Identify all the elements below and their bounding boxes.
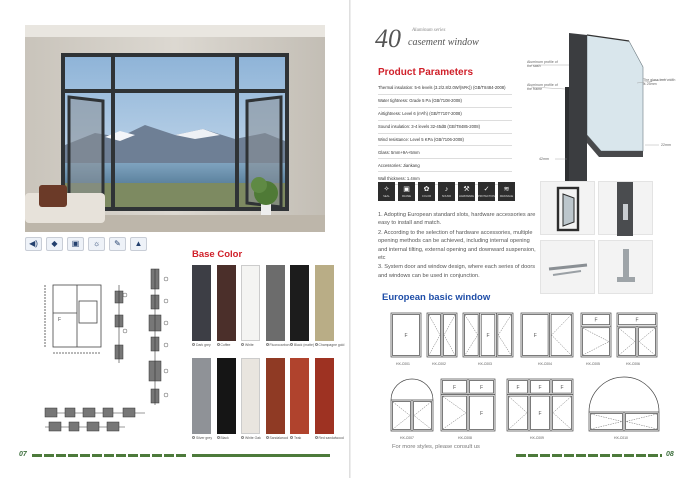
feature-item: 3. System door and window design, where each series of doors and windows can be used in conjunction.	[378, 264, 536, 279]
base-color-title: Base Color	[192, 249, 243, 260]
performance-frame-icon	[398, 182, 415, 201]
swatch-label: White Oak	[245, 436, 261, 440]
svg-text:F: F	[538, 410, 542, 417]
hardware-photo-handle	[598, 181, 653, 235]
swatch-check-icon	[290, 343, 293, 346]
swatch-label: Dark grey	[196, 343, 211, 347]
parameter-row: Water tightness: Grade 5 Pa (GB/7108-2008)	[378, 95, 512, 108]
svg-text:F: F	[58, 317, 62, 323]
series-number: 40	[375, 24, 401, 53]
feature-item: 2. According to the selection of hardware accessories, multiple opening methods can be achieved, including internal opening and internal tilting, external opening and downward suspension, etc	[378, 229, 536, 261]
more-styles-note: For more styles, please consult us	[392, 444, 480, 450]
icon-caption: HARDWARE	[458, 194, 475, 198]
swatch-check-icon	[266, 436, 269, 439]
feature-item: 1. Adopting European standard slots, hardware accessories are easy to install and match.	[378, 212, 536, 227]
hardware-photo-sash	[540, 181, 595, 235]
swatch-label: Coffee	[220, 343, 231, 347]
sash-profile-label: Aluminum profile of the sash	[527, 60, 558, 69]
swatch-check-icon	[241, 436, 244, 439]
icon-glyph: ▣	[403, 185, 410, 193]
product-parameters-title: Product Parameters	[378, 67, 474, 78]
footer-bar-right	[516, 454, 662, 457]
icon-caption: DRAINAGE	[499, 194, 514, 198]
parameter-row: Thermal insulation: 5-6 levels (3.2/2.8/2.0W/(M²K)) (GB/T8484-2008)	[378, 82, 512, 95]
color-swatch	[315, 265, 334, 341]
frame-profile-label: Aluminum profile of the frame	[527, 83, 558, 92]
svg-text:F: F	[560, 384, 564, 391]
window-style-code: HX-C010	[614, 436, 628, 440]
swatch-check-icon	[192, 436, 195, 439]
interior-window-photo	[25, 25, 325, 232]
performance-color-icon	[418, 182, 435, 201]
svg-text:F: F	[538, 384, 542, 391]
color-swatch	[217, 265, 236, 341]
sturdy-icon: ▣	[67, 237, 84, 251]
glass-lock-label: The glass lock width is 25mm	[643, 78, 676, 87]
color-swatch	[266, 265, 285, 341]
swatch-check-icon	[315, 343, 318, 346]
performance-protection-icon	[478, 182, 495, 201]
european-window-title: European basic window	[382, 292, 491, 303]
window-style-drawing	[390, 312, 422, 358]
window-style-drawing	[520, 312, 574, 358]
svg-text:F: F	[533, 333, 537, 339]
color-swatch	[192, 358, 211, 434]
thermal-icon: ☼	[88, 237, 105, 251]
swatch-check-icon	[192, 343, 195, 346]
swatch-label: White	[245, 343, 254, 347]
parameter-list	[378, 82, 512, 185]
book-spine	[349, 0, 351, 478]
svg-text:F: F	[404, 333, 408, 339]
window-style-drawing	[426, 312, 458, 358]
swatch-label: Champagne gold	[318, 343, 345, 347]
window-style-grid	[378, 310, 658, 440]
swatch-label: Black (matte)	[294, 343, 314, 347]
footer-bar-left-2	[192, 454, 330, 457]
dimension-label: 42mm	[539, 157, 549, 161]
svg-text:F: F	[480, 410, 484, 417]
parameter-row: Sound insulation: 3-4 levels 32-45dB (GB/T8485-2008)	[378, 121, 512, 134]
window-style-drawing	[506, 378, 574, 432]
window-style-code: HX-C007	[400, 436, 414, 440]
performance-sound-icon	[438, 182, 455, 201]
parameter-row: Glass: 5mm+9A+5mm	[378, 146, 512, 159]
icon-glyph: ✓	[483, 185, 490, 193]
color-swatch	[315, 358, 334, 434]
icon-glyph: ✿	[423, 185, 430, 193]
swatch-check-icon	[217, 343, 220, 346]
feature-icon-row	[25, 237, 147, 251]
color-swatch	[192, 265, 211, 341]
window-style-code: HX-C005	[586, 362, 600, 366]
icon-caption: PROTECTION	[478, 194, 496, 198]
color-swatch	[241, 358, 260, 434]
page-number-right: 08	[666, 451, 674, 458]
swatch-label: Black	[220, 436, 229, 440]
parameter-row: Accessories: Jiankang	[378, 159, 512, 172]
svg-text:F: F	[635, 317, 639, 324]
sound-icon: ◀)	[25, 237, 42, 251]
color-swatch	[290, 265, 309, 341]
water-icon: ▲	[130, 237, 147, 251]
window-style-drawing	[462, 312, 514, 358]
performance-drainage-icon	[498, 182, 515, 201]
profile-cross-section	[525, 27, 675, 197]
window-style-code: HX-C006	[626, 362, 640, 366]
color-swatch	[241, 265, 260, 341]
swatch-check-icon	[241, 343, 244, 346]
window-style-code: HX-C001	[396, 362, 410, 366]
swatch-label: Red sandalwood	[318, 436, 344, 440]
svg-text:F: F	[516, 384, 520, 391]
window-style-code: HX-C008	[458, 436, 472, 440]
icon-glyph: ≋	[503, 185, 510, 193]
seal-icon: ◆	[46, 237, 63, 251]
window-style-drawing	[580, 312, 612, 358]
parameter-row: Airtightness: Level 6 (m³/h) (GB/T7107-2008)	[378, 108, 512, 121]
parameter-row: Wall thickness: 1.4mm	[378, 172, 512, 185]
parameter-row: Wind resistance: Level 5 KPa (GB/7106-2008)	[378, 134, 512, 147]
series-name: casement window	[408, 37, 479, 48]
dimension-label: 22mm	[661, 143, 671, 147]
window-style-code: HX-C002	[432, 362, 446, 366]
color-swatch	[266, 358, 285, 434]
hardware-photo-hinge	[540, 240, 595, 294]
icon-caption: SOUND	[441, 194, 452, 198]
hardware-photo-lever	[598, 240, 653, 294]
svg-text:F: F	[480, 384, 484, 391]
series-subtitle: Aluminum series	[412, 28, 446, 33]
profile-section-diagram	[25, 265, 185, 443]
color-swatch	[217, 358, 236, 434]
window-style-code: HX-C009	[530, 436, 544, 440]
icon-glyph: ⚒	[463, 185, 470, 193]
color-swatch	[290, 358, 309, 434]
swatch-label: Teak	[294, 436, 302, 440]
svg-text:F: F	[453, 384, 457, 391]
window-style-code: HX-C003	[478, 362, 492, 366]
swatch-label: Fluorocarbon	[269, 343, 290, 347]
wind-icon: ✎	[109, 237, 126, 251]
window-style-code: HX-C004	[538, 362, 552, 366]
swatch-check-icon	[217, 436, 220, 439]
footer-bar-left	[32, 454, 188, 457]
window-style-drawing	[440, 378, 496, 432]
swatch-check-icon	[290, 436, 293, 439]
swatch-check-icon	[315, 436, 318, 439]
icon-glyph: ♪	[444, 185, 449, 193]
icon-caption: SEAL	[383, 194, 390, 198]
page-number-left: 07	[19, 451, 27, 458]
swatch-label: Silver grey	[196, 436, 213, 440]
svg-text:F: F	[594, 317, 598, 324]
window-style-drawing	[588, 376, 660, 432]
feature-list	[378, 211, 538, 281]
window-style-drawing	[390, 378, 434, 432]
window-style-drawing	[616, 312, 658, 358]
performance-hardware-icon	[458, 182, 475, 201]
icon-glyph: ✧	[383, 185, 390, 193]
icon-caption: COLOR	[421, 194, 432, 198]
svg-text:F: F	[486, 333, 490, 339]
swatch-check-icon	[266, 343, 269, 346]
performance-icon-row	[378, 182, 515, 201]
performance-seal-icon	[378, 182, 395, 201]
swatch-label: Sandalwood	[269, 436, 289, 440]
icon-caption: FRAME	[401, 194, 412, 198]
